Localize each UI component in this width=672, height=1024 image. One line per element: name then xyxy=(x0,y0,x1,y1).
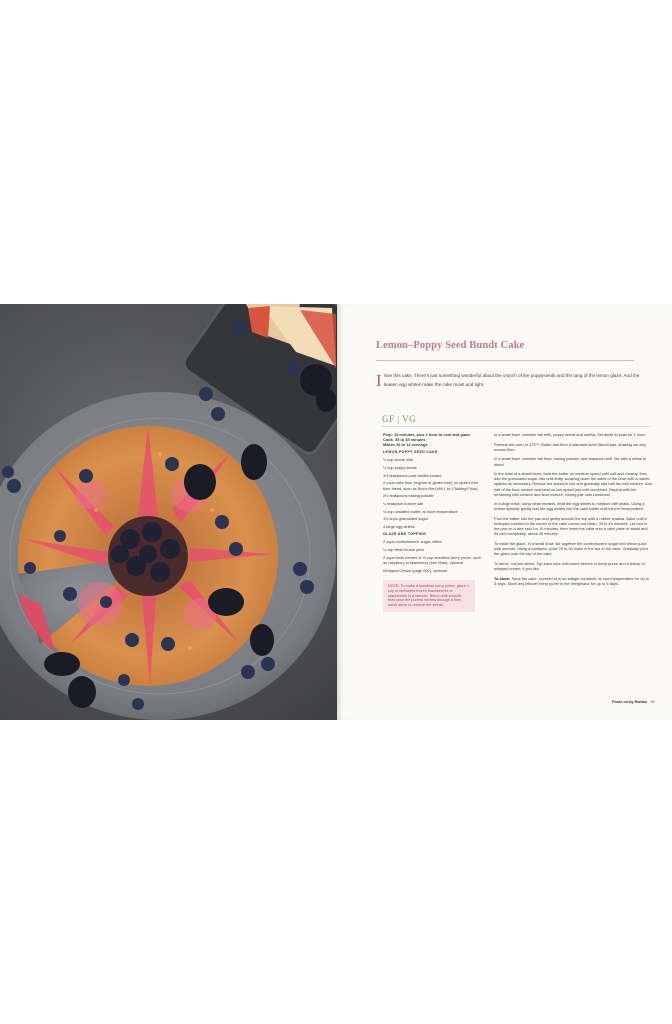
recipe-intro xyxy=(376,372,646,389)
ingredient-item: 2½ teaspoons baking powder xyxy=(383,493,434,499)
recipe-meta xyxy=(383,432,483,447)
method-step: Pour the batter into the pan and gently smooth the top with a rubber spatula. Bake until a toothpick inserted in the center of the cake comes out clean, 35 to 45 minutes. Let cool in the pan on a wire rack for 10 minutes, then invert the cake onto a cake plate or stand and let cool completely, about 45 minutes. xyxy=(494,516,648,537)
storage-text: Store the cake, covered or in an airtight container, at room temperature for up to 3 days. Store any leftover berry puree in the refrigerator for up to 5 days. xyxy=(494,575,649,586)
running-head: Pools on by Radius xyxy=(612,700,648,704)
method-step: To serve, cut into slices. Top each slice with some berries or berry puree and a dollop of whipped cream, if you like. xyxy=(494,560,645,572)
cake-photo-illustration xyxy=(0,304,337,720)
ingredient-item: 2 cups confectioners' sugar, sifted xyxy=(383,539,442,545)
method-column xyxy=(494,432,652,591)
ingredient-item: ¾ cup whole milk xyxy=(383,457,413,463)
ingredient-item: 2 cups fresh berries or ½ cup seedless berry puree, such as raspberry or blackberry (see Note), optional xyxy=(383,554,482,566)
page-footer xyxy=(612,700,655,704)
recipe-title: Lemon–Poppy Seed Bundt Cake xyxy=(376,340,525,351)
method-step: In the bowl of a stand mixer, beat the butter on medium speed until soft and creamy, then add the granulated sugar. Mix until fluffy, scraping down the sides of the bowl with a rubber spatula as necessary. Reduce the speed to low and gradually add half the milk mixture. Add half of the flour mixture and beat on low speed just until combined. Repeat with the remaining milk mixture and flour mixture, mixing just until combined. xyxy=(494,471,652,497)
ingredient-item: ¼ cup poppy seeds xyxy=(383,464,417,470)
recipe-page xyxy=(337,304,672,720)
servings: Makes 10 to 12 servings xyxy=(383,442,428,447)
storage-step xyxy=(494,576,652,586)
page-number: 99 xyxy=(650,700,655,704)
intro-dropcap: I xyxy=(376,371,382,390)
cook-time: Cook: 35 to 45 minutes xyxy=(383,437,426,442)
intro-text: love this cake. There's just something wonderful about the crunch of the poppyseeds and the tang of the lemon glaze. And the beaten egg whites make the cake moist and light. xyxy=(383,373,640,387)
ingredient-item: 1½ teaspoons pure vanilla extract xyxy=(383,472,442,478)
ingredient-item: 4 large egg whites xyxy=(383,524,415,530)
ingredient-item: 2 cups cake flour (regular or gluten-free) (or gluten-free flour blend, such as Bob's Red Mill 1 to 1 Baking Flour) xyxy=(383,480,478,491)
ingredients-column xyxy=(383,432,483,612)
method-step: In a small bowl, combine the flour, baking powder, and teaspoon salt. Stir with a whisk to blend. xyxy=(494,456,647,467)
ingredient-item: ¾ cup unsalted butter, at room temperature xyxy=(383,508,458,514)
section-divider xyxy=(382,426,652,427)
recipe-note: NOTE: To make a seedless berry puree, place 1 cup of defrosted frozen blackberries or raspberries in a blender. Blend until smooth, then pour the pureed berries through a fine-mesh sieve to remove the seeds. xyxy=(383,580,475,612)
method-step: Preheat the oven to 375°F. Butter and flour a standard sized Bundt pan, shaking out any excess flour. xyxy=(494,441,646,452)
book-spread xyxy=(0,304,672,720)
method-step: In a large bowl, using clean beaters, beat the egg whites to medium-stiff peaks. Using a rubber spatula, gently fold the egg whites into the cake batter until they're incorporated. xyxy=(494,501,645,512)
cake-ingredients-heading: LEMON-POPPY SEED CAKE xyxy=(383,450,438,454)
method-step: In a small bowl, combine the milk, poppy seeds and vanilla. Set aside to soak for 1 hour. xyxy=(494,432,646,437)
glaze-ingredients-heading: GLAZE AND TOPPING xyxy=(383,532,427,537)
cake-photo xyxy=(0,304,337,720)
gluten-free-vegetarian-icon: GF | VG xyxy=(382,414,417,424)
method-step: To make the glaze, in a small bowl, stir together the confectioners' sugar and lemon juice until smooth. Using a toothpick, poke 20 to 30 holes in the top of the cake. Gradually pour the glaze over the top of the cake. xyxy=(494,541,648,557)
ingredient-item: ¼ teaspoon kosher salt xyxy=(383,500,424,506)
ingredient-item: Whipped Cream (page 000), optional xyxy=(383,567,447,573)
ingredient-item: 1½ cups granulated sugar xyxy=(383,516,428,522)
title-divider xyxy=(376,360,634,361)
storage-label: To store: xyxy=(494,575,511,581)
prep-time: Prep: 15 minutes, plus 1 hour to cool and glaze xyxy=(383,432,471,437)
ingredient-item: ¼ cup fresh lemon juice xyxy=(383,547,425,553)
